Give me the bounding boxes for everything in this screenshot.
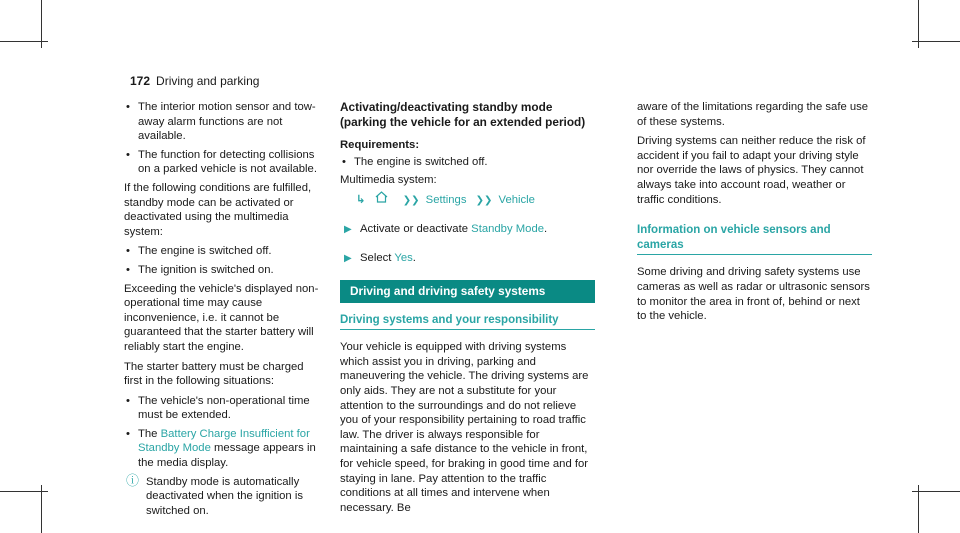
paragraph: Driving systems can neither reduce the risk of accident if you fail to adapt your driving style nor override the laws of physics. They cannot always take into account road, weather or traffic conditions. — [637, 135, 866, 206]
paragraph: If the following conditions are fulfilled, standby mode can be activated or deactivated using the multimedia system: — [124, 181, 312, 238]
crop-mark — [912, 41, 960, 42]
list-item: • The function for detecting collisions on a parked vehicle is not available. — [124, 148, 324, 177]
column-middle — [340, 100, 595, 520]
list-item: • The engine is switched off. — [124, 244, 324, 259]
bullet-list — [124, 100, 324, 177]
home-icon — [375, 191, 388, 208]
note — [124, 472, 324, 519]
text: message appears in the media display. — [138, 442, 316, 470]
bullet-list — [124, 394, 324, 471]
subheading: Information on vehicle sensors and cameras — [637, 223, 872, 255]
paragraph: Exceeding the vehicle's displayed non-operational time may cause inconvenience, i.e. it cannot be guaranteed that the starter battery will reliably start the engine. — [124, 282, 319, 353]
section-bar: Driving and driving safety systems — [340, 280, 595, 303]
text: Activate or deactivate — [360, 223, 469, 236]
subheading: Driving systems and your responsibility — [340, 313, 595, 331]
menu-path — [340, 191, 595, 209]
page-header — [130, 74, 259, 88]
step — [340, 251, 595, 266]
paragraph: Some driving and driving safety systems use cameras as well as radar or ultrasonic sensors to monitor the area in front of, behind or next to the vehicle. — [637, 266, 870, 323]
step — [340, 222, 595, 237]
bullet-list — [124, 244, 324, 277]
path-settings: Settings — [425, 193, 467, 206]
step-triangle-icon: ▶ — [344, 252, 352, 264]
chevron-icon: ❯❯ — [475, 194, 493, 206]
text: . — [412, 251, 416, 264]
crop-mark — [0, 491, 48, 492]
text: Select — [360, 251, 392, 264]
list-item: • The interior motion sensor and tow-away alarm functions are not available. — [124, 100, 324, 144]
column-right — [637, 100, 872, 329]
multimedia-label: Multimedia system: — [340, 174, 437, 187]
bullet-list — [340, 155, 595, 170]
list-item: • The vehicle's non-operational time must be extended. — [124, 394, 324, 423]
requirements-label: Requirements: — [340, 139, 420, 151]
crop-mark — [918, 485, 919, 533]
arrow-icon: ↳ — [356, 193, 366, 206]
section-title: Driving and parking — [156, 74, 260, 88]
message-name: Battery Charge Insufficient for Standby Mode — [138, 427, 310, 455]
page-number: 172 — [130, 74, 151, 88]
list-item — [124, 427, 324, 471]
list-item: • The engine is switched off. — [340, 155, 595, 170]
section-heading: Activating/deactivating standby mode (parking the vehicle for an extended period) — [340, 100, 586, 129]
crop-mark — [41, 485, 42, 533]
list-item: • The ignition is switched on. — [124, 263, 324, 278]
paragraph: aware of the limitations regarding the safe use of these systems. — [637, 101, 869, 128]
step-triangle-icon: ▶ — [344, 224, 352, 236]
crop-mark — [0, 41, 48, 42]
crop-mark — [912, 491, 960, 492]
menu-option: Standby Mode — [471, 223, 545, 236]
info-icon: ⓘ — [126, 472, 140, 488]
column-left — [124, 100, 324, 518]
text: The — [138, 427, 158, 440]
paragraph: The starter battery must be charged first in the following situations: — [124, 360, 304, 388]
text: . — [544, 223, 548, 236]
paragraph: Your vehicle is equipped with driving systems which assist you in driving, parking and maneuvering the vehicle. The driving systems are only aids. They are not a substitute for your attention to the surroundings and do not relieve you of your responsibility pertaining to road traffic law. The driver is always responsible for maintaining a safe distance to the vehicle in front, for vehicle speed, for braking in good time and for staying in lane. Pay attention to the traffic conditions at all times and intervene when necessary. Be — [340, 341, 589, 514]
menu-option: Yes — [394, 251, 413, 264]
note-text: Standby mode is automatically deactivated when the ignition is switched on. — [146, 475, 304, 517]
chevron-icon: ❯❯ — [402, 194, 420, 206]
path-vehicle: Vehicle — [498, 193, 535, 206]
